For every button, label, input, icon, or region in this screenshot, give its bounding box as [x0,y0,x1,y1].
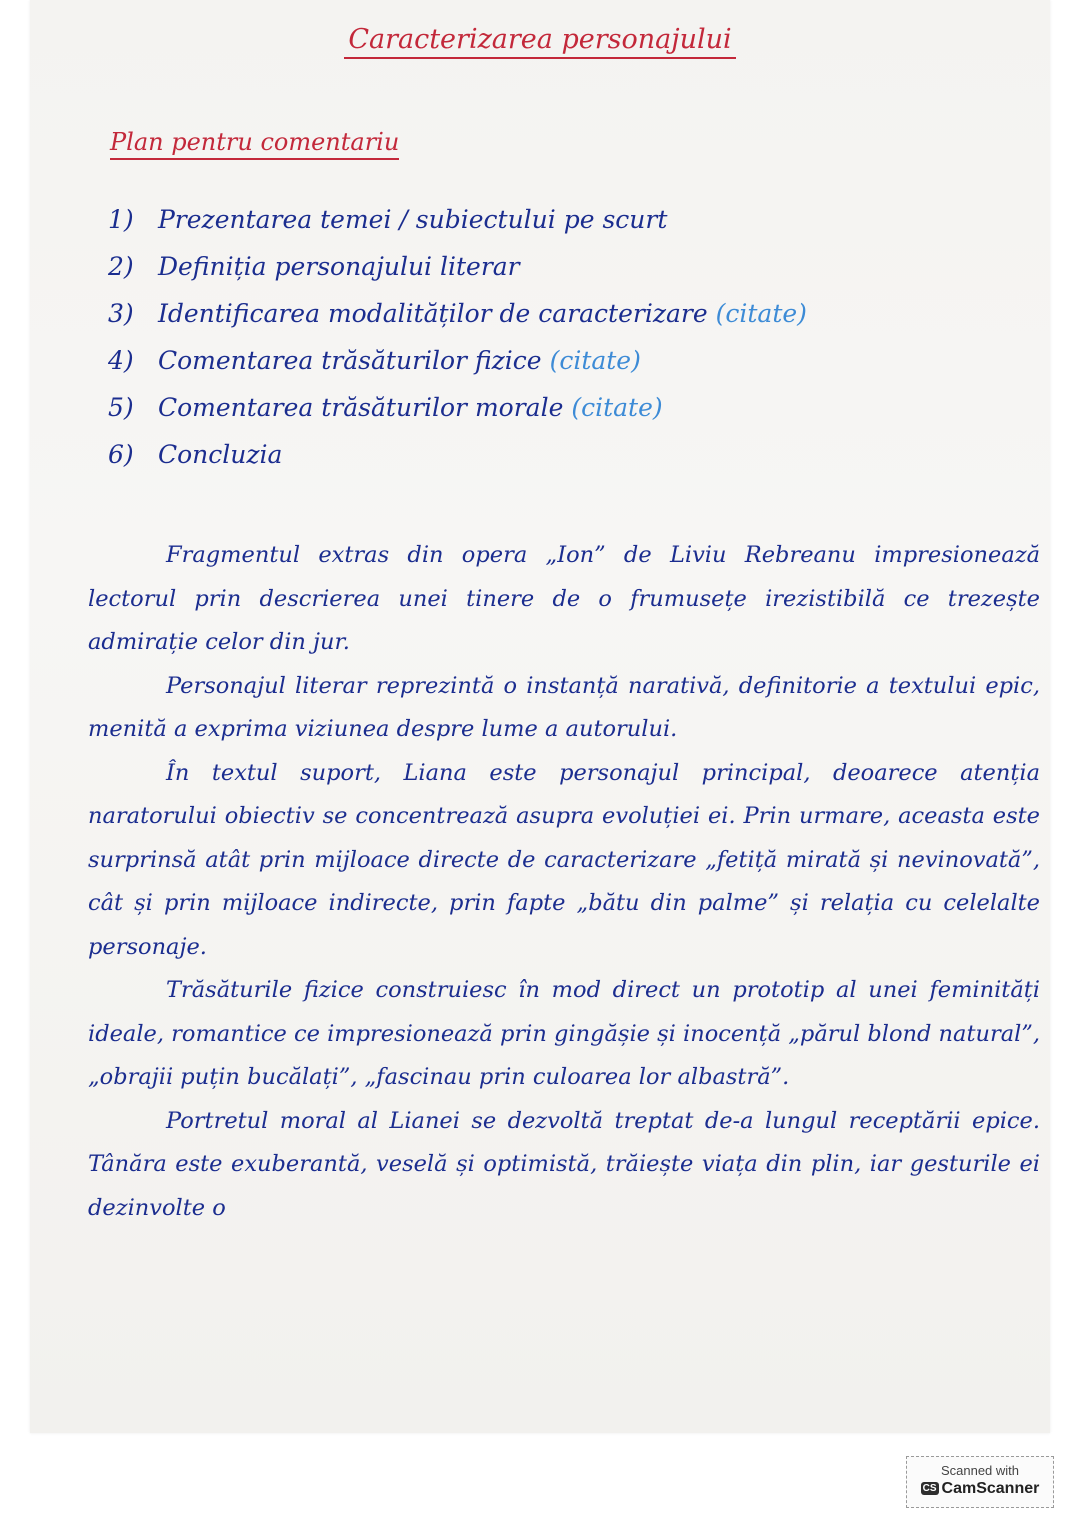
camscanner-badge [906,1456,1054,1508]
essay-paragraph: Portretul moral al Lianei se dezvoltă treptat de-a lungul receptării epice. Tânăra este exuberantă, veselă și optimistă, trăiește viața din plin, iar gesturile ei dezinvolte o [88,1107,1040,1221]
essay-paragraph: Fragmentul extras din opera „Ion” de Liviu Rebreanu impresionează lectorul prin descrierea unei tinere de o frumusețe irezistibilă ce trezește admirație celor din jur. [88,542,1040,655]
badge-caption: Scanned with [940,1463,1020,1478]
plan-item-text: Comentarea trăsăturilor morale [157,393,564,422]
plan-list [108,196,807,478]
plan-item-text: Identificarea modalităților de caracterizare [157,299,708,328]
page-title-text: Caracterizarea personajului [344,24,735,59]
essay-paragraph: În textul suport, Liana este personajul principal, deoarece atenția naratorului obiectiv se concentrează asupra evoluției ei. Prin urmare, aceasta este surprinsă atât prin mijloace directe de caracterizare „fetiță mirată și nevinovată”, cât și prin mijloace indirecte, prin fapte „bătu din palme” și relația cu celelalte personaje. [88,759,1040,960]
plan-item [108,337,807,384]
plan-item-text: Comentarea trăsăturilor fizice [157,346,542,375]
essay-paragraph: Trăsăturile fizice construiesc în mod direct un prototip al unei feminități ideale, romantice ce impresionează prin gingășie și inocență „părul blond natural”, „obrajii puțin bucălați”, „fascinau prin culoarea lor albastră”. [88,977,1040,1090]
plan-item-number: 2) [108,252,134,281]
plan-item [108,196,807,243]
plan-item [108,384,807,431]
plan-heading [110,128,399,156]
page-title [0,24,1080,55]
plan-heading-text: Plan pentru comentariu [110,128,399,160]
plan-item-note: (citate) [571,393,663,422]
plan-item-text: Prezentarea temei / subiectului pe scurt [157,205,668,234]
badge-brand [907,1480,1053,1498]
camscanner-logo-icon: CS [922,1483,937,1494]
plan-item-note: (citate) [549,346,641,375]
essay-paragraph: Personajul literar reprezintă o instanță narativă, definitorie a textului epic, menită a exprima viziunea despre lume a autorului. [88,672,1040,742]
plan-item-number: 1) [108,205,134,234]
essay-body [88,534,1040,1230]
plan-item-number: 5) [108,393,134,422]
plan-item-text: Definiția personajului literar [157,252,520,281]
plan-item-number: 6) [108,440,134,469]
plan-item-number: 4) [108,346,134,375]
badge-brand-text: CamScanner [941,1480,1040,1497]
plan-item [108,290,807,337]
plan-item [108,243,807,290]
plan-item-note: (citate) [715,299,807,328]
plan-item [108,431,807,478]
plan-item-number: 3) [108,299,134,328]
plan-item-text: Concluzia [157,440,283,469]
